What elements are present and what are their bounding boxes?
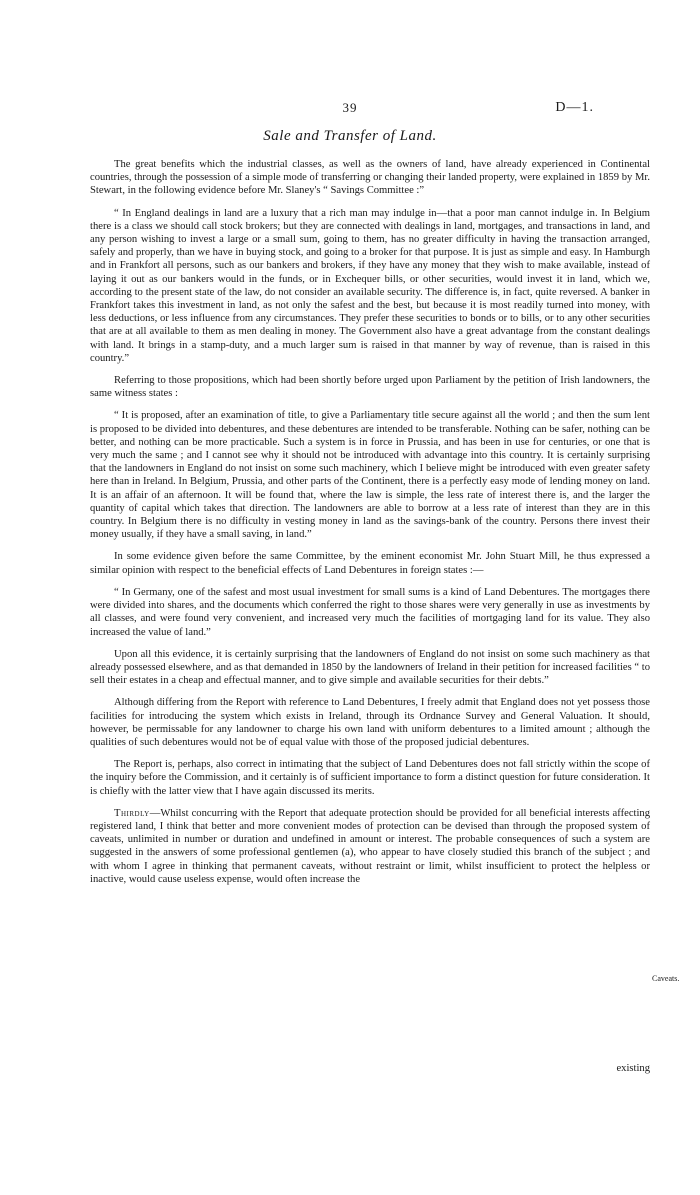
body-text — [90, 158, 650, 895]
thirdly-lead: Thirdly — [114, 807, 150, 819]
margin-note-caveats: Caveats. — [652, 974, 680, 983]
catchword: existing — [616, 1063, 650, 1074]
page-number: 39 — [342, 100, 358, 115]
paragraph-mill-intro: In some evidence given before the same Committee, by the eminent economist Mr. John Stuart Mill, he thus expressed a similar opinion with respect to the beneficial effects of Land Debentures in foreign states :— — [90, 551, 650, 576]
paragraph-upon-evidence: Upon all this evidence, it is certainly surprising that the landowners of England do not insist on some such machinery as that already possessed elsewhere, and as that demanded in 1850 by the landowners of Ireland in their petition for increased facilities “ to sell their estates in a cheap and effectual manner, and to give simple and available securities for their debts.” — [90, 648, 650, 687]
page-reference: D—1. — [555, 100, 594, 115]
paragraph-intro: The great benefits which the industrial classes, as well as the owners of land, have already experienced in Continental countries, through the possession of a simple mode of transferring or changing their landed property, were explained in 1859 by Mr. Stewart, in the following evidence before Mr. Slaney's “ Savings Committee :” — [90, 159, 650, 197]
quote-stewart-1: “ In England dealings in land are a luxury that a rich man may indulge in—that a poor man cannot indulge in. In Belgium there is a class we should call stock brokers; but they are connected with dealings in land, mortgages, and transactions in land, and any person wishing to invest a large or a small sum, going to them, has no greater difficulty in having the transaction arranged, safely and properly, than we have in buying stock, and going to a broker for that purpose. It is just as simple and easy. In Hamburgh and in Frankfort all persons, such as our bankers and brokers, if they have any money that they wish to make available, instead of laying it out as our bankers would in the funds, or in Exchequer bills, or other securities, would invest it in land, which we, according to the present state of the law, do not consider an available security. The difference is, in fact, quite reversed. A banker in Frankfort takes this investment in land, as not only the safest and the best, but because it is most readily turned into money, with less deductions, or less influence from any circumstances. They prefer these securities to bonds or to bills, or to any other securities that are at all available to them as men dealing in money. The Government also have a great advantage from the constant dealings with land. It brings in a stamp-duty, and a much larger sum is raised in that manner by way of revenue, than is raised in this country.” — [90, 207, 650, 364]
paragraph-thirdly — [90, 807, 650, 886]
paragraph-referring: Referring to those propositions, which had been shortly before urged upon Parliament by the petition of Irish landowners, the same witness states : — [90, 375, 650, 400]
thirdly-text: —Whilst concurring with the Report that adequate protection should be provided for all beneficial interests affecting registered land, I think that better and more convenient modes of protection can be devised than through the proposed system of caveats, unlimited in number or duration and undefined in amount or interest. The probable consequences of such a system are suggested in the answers of some professional gentlemen (a), who appear to have closely studied this branch of the subject ; and with whom I agree in thinking that permanent caveats, without restraint or limit, whilst insufficient to protect the helpless or inactive, would cause useless expense, would often increase the — [90, 807, 650, 885]
quote-mill: “ In Germany, one of the safest and most usual investment for small sums is a kind of Land Debentures. The mortgages there were divided into shares, and the documents which conferred the right to those shares were very generally in use as investments by all classes, and were found very convenient, and increased very much the facilities of mortgaging land for its value. They also increased the value of land.” — [90, 586, 650, 638]
quote-stewart-2: “ It is proposed, after an examination of title, to give a Parliamentary title secure against all the world ; and then the sum lent is proposed to be divided into debentures, and these debentures are intended to be transferable. Nothing can be safer, nothing can be better, and nothing can be more practicable. Such a system is in force in Prussia, and has been in use for centuries, or one that is very much the same ; and I cannot see why it should not be introduced with advantage into this country. It is certainly surprising that the landowners in England do not insist on some such machinery, which I believe might be introduced with even greater safety here than in Ireland. In Belgium, Prussia, and other parts of the Continent, there is a perfectly easy mode of lending money on land. It is an affair of an afternoon. It will be found that, where the law is simple, the less rate of interest there is, and the larger the quantity of capital which takes that direction. The landowners are able to borrow at a less rate of interest than they are in this country. In Belgium there is no difficulty in vesting money in land as the savings-bank of the country. Persons there invest their money usually, if they have a small saving, in land.” — [90, 410, 650, 541]
section-title: Sale and Transfer of Land. — [263, 128, 437, 144]
paragraph-report: The Report is, perhaps, also correct in intimating that the subject of Land Debentures does not fall strictly within the scope of the inquiry before the Commission, and it certainly is of sufficient importance to form a distinct question for future consideration. It is chiefly with the latter view that I have again discussed its merits. — [90, 759, 650, 797]
paragraph-although: Although differing from the Report with reference to Land Debentures, I freely admit that England does not yet possess those facilities for introducing the system which exists in Ireland, through its Ordnance Survey and General Valuation. It should, however, be permissable for any landowner to charge his own land with uniform debentures to a limited amount ; although the qualities of such debentures would not be of equal value with those of the proposed judicial debentures. — [90, 697, 650, 748]
